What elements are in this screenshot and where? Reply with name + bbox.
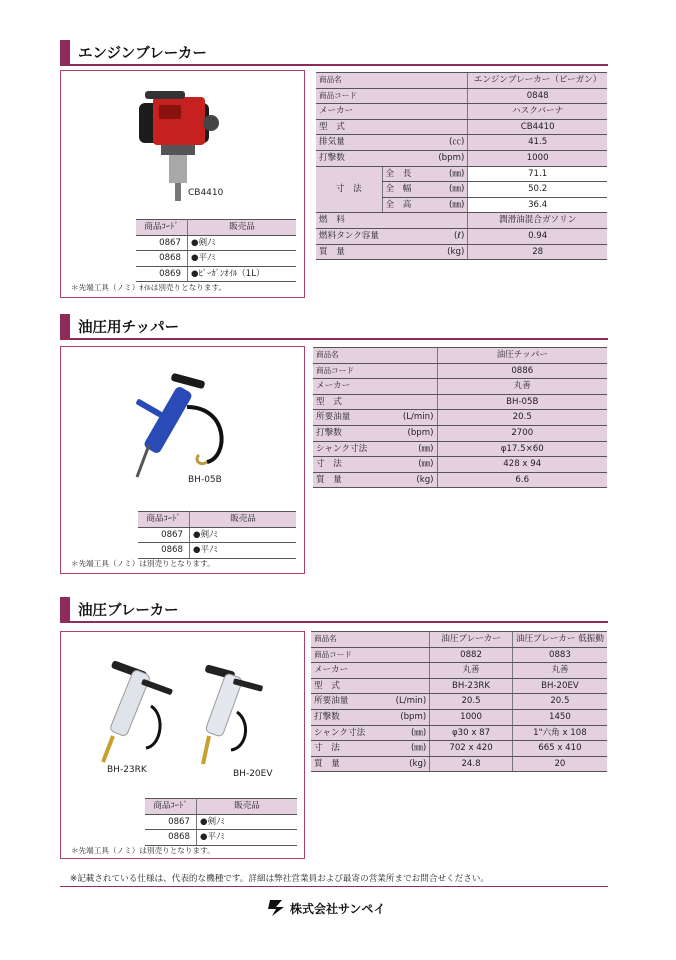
sales-table	[138, 511, 296, 559]
spec-sublabel: 全 幅	[382, 182, 446, 198]
section-marker	[60, 314, 70, 338]
spec-row-code	[316, 88, 607, 104]
spec-value: 20	[512, 756, 607, 772]
sales-table	[136, 219, 296, 282]
spec-sublabel: 全 長	[382, 166, 446, 182]
spec-row-mass	[311, 756, 607, 772]
spec-unit: (㏄)	[382, 135, 468, 151]
spec-label: 型 式	[313, 394, 437, 410]
product-item: ●剣ﾉﾐ	[188, 235, 297, 251]
product-code: 0868	[145, 830, 197, 846]
product-panel-hydraulic-chipper	[60, 346, 305, 574]
spec-row-fuel	[316, 213, 607, 229]
spec-row-model	[313, 394, 607, 410]
section-title: エンジンブレーカー	[78, 46, 207, 62]
table-row	[145, 830, 297, 846]
section-header-hydraulic-breaker	[60, 597, 608, 623]
spec-value: 20.5	[437, 410, 607, 426]
spec-row-shank	[311, 725, 607, 741]
spec-unit: (㎜)	[373, 441, 437, 457]
spec-value: 0.94	[468, 228, 607, 244]
sales-header-item: 販売品	[197, 799, 298, 815]
product-item: ●ﾋﾟｰｶﾞﾝｵｲﾙ（1L）	[188, 266, 297, 282]
spec-value: φ30 x 87	[430, 725, 513, 741]
product-code: 0867	[145, 814, 197, 830]
spec-label: 型 式	[316, 119, 468, 135]
spec-value: 丸善	[430, 663, 513, 679]
footer-note: ※記載されている仕様は、代表的な機種です。詳細は弊社営業員および最寄の営業所までお問合せください。	[70, 874, 490, 884]
spec-label: 寸 法	[311, 741, 371, 757]
model-label: BH-20EV	[233, 769, 273, 779]
spec-row-name	[316, 73, 607, 89]
spec-row-dimensions	[311, 741, 607, 757]
spec-value: 71.1	[468, 166, 607, 182]
spec-value: 1"六角 x 108	[512, 725, 607, 741]
spec-value: BH-05B	[437, 394, 607, 410]
spec-label: 排気量	[316, 135, 382, 151]
spec-row-code	[311, 647, 607, 663]
table-row	[145, 814, 297, 830]
table-row	[138, 543, 296, 559]
spec-value: φ17.5×60	[437, 441, 607, 457]
spec-table-hydraulic-chipper	[313, 347, 607, 488]
sales-header-row	[136, 220, 296, 236]
spec-unit: (bpm)	[373, 425, 437, 441]
model-label: BH-23RK	[107, 765, 147, 775]
spec-label: 商品コード	[311, 647, 430, 663]
spec-label: 質 量	[311, 756, 371, 772]
spec-label: 寸 法	[316, 166, 382, 213]
spec-value: 36.4	[468, 197, 607, 213]
accessory-note: ＊先端工具（ノミ）は別売りとなります。	[71, 846, 215, 855]
sales-header-item: 販売品	[190, 512, 297, 528]
spec-value: BH-23RK	[430, 678, 513, 694]
spec-row-model	[311, 678, 607, 694]
section-marker	[60, 40, 70, 64]
spec-sublabel: 全 高	[382, 197, 446, 213]
spec-unit: (㎜)	[371, 725, 430, 741]
spec-row-oil	[311, 694, 607, 710]
product-item: ●剣ﾉﾐ	[190, 527, 297, 543]
spec-label: 商品名	[316, 73, 468, 89]
section-header-hydraulic-chipper	[60, 314, 608, 340]
company-mark-icon	[266, 896, 288, 918]
spec-label: 質 量	[316, 244, 382, 260]
spec-row-blows	[311, 709, 607, 725]
spec-unit: (㎜)	[446, 197, 468, 213]
spec-row-model	[316, 119, 607, 135]
hydraulic-chipper-image	[129, 367, 249, 487]
spec-label: 所要油量	[313, 410, 373, 426]
spec-value: 50.2	[468, 182, 607, 198]
spec-row-dimensions	[313, 457, 607, 473]
spec-label: シャンク寸法	[313, 441, 373, 457]
breaker-bh23rk-image	[91, 656, 181, 766]
spec-unit: (bpm)	[371, 709, 430, 725]
spec-value: 0886	[437, 363, 607, 379]
product-panel-hydraulic-breaker	[60, 631, 305, 859]
spec-label: 型 式	[311, 678, 430, 694]
spec-label: 所要油量	[311, 694, 371, 710]
spec-value: 油圧ブレーカー 低振動	[512, 632, 607, 648]
spec-row-tank	[316, 228, 607, 244]
spec-value: ハスクバーナ	[468, 104, 607, 120]
spec-value: 6.6	[437, 472, 607, 488]
sales-header-code: 商品ｺｰﾄﾞ	[136, 220, 188, 236]
sales-header-item: 販売品	[188, 220, 297, 236]
spec-value: 41.5	[468, 135, 607, 151]
section-title: 油圧ブレーカー	[78, 603, 179, 619]
table-row	[136, 235, 296, 251]
sales-table	[145, 798, 297, 846]
spec-label: メーカー	[311, 663, 430, 679]
spec-value: 潤滑油混合ガソリン	[468, 213, 607, 229]
spec-value: 28	[468, 244, 607, 260]
spec-label: 燃料タンク容量	[316, 228, 382, 244]
spec-value: CB4410	[468, 119, 607, 135]
spec-label: 商品コード	[316, 88, 468, 104]
spec-row-maker	[313, 379, 607, 395]
spec-label: 打撃数	[311, 709, 371, 725]
spec-row-blows	[316, 150, 607, 166]
spec-value: 24.8	[430, 756, 513, 772]
spec-value: 丸善	[437, 379, 607, 395]
sales-header-code: 商品ｺｰﾄﾞ	[145, 799, 197, 815]
spec-value: 油圧ブレーカー	[430, 632, 513, 648]
spec-unit: (㎜)	[446, 166, 468, 182]
spec-value: 2700	[437, 425, 607, 441]
spec-row-length	[316, 166, 607, 182]
spec-label: 打撃数	[313, 425, 373, 441]
table-row	[136, 251, 296, 267]
section-title: 油圧用チッパー	[78, 320, 180, 336]
spec-row-maker	[311, 663, 607, 679]
spec-value: 665 x 410	[512, 741, 607, 757]
spec-row-mass	[316, 244, 607, 260]
engine-breaker-image	[131, 83, 251, 203]
spec-value: 丸善	[512, 663, 607, 679]
spec-unit: (㎜)	[371, 741, 430, 757]
spec-row-blows	[313, 425, 607, 441]
spec-value: BH-20EV	[512, 678, 607, 694]
spec-value: 油圧チッパー	[437, 348, 607, 364]
spec-value: 1000	[468, 150, 607, 166]
spec-value: 1000	[430, 709, 513, 725]
spec-value: 1450	[512, 709, 607, 725]
sales-header-code: 商品ｺｰﾄﾞ	[138, 512, 190, 528]
spec-value: 428 x 94	[437, 457, 607, 473]
spec-row-shank	[313, 441, 607, 457]
product-panel-engine-breaker	[60, 70, 305, 298]
product-item: ●平ﾉﾐ	[190, 543, 297, 559]
product-item: ●平ﾉﾐ	[188, 251, 297, 267]
spec-unit: (L/min)	[371, 694, 430, 710]
spec-label: 打撃数	[316, 150, 382, 166]
spec-label: メーカー	[316, 104, 468, 120]
spec-label: 商品コード	[313, 363, 437, 379]
spec-label: 質 量	[313, 472, 373, 488]
product-item: ●剣ﾉﾐ	[197, 814, 298, 830]
spec-row-oil	[313, 410, 607, 426]
product-code: 0867	[138, 527, 190, 543]
footer-divider	[60, 886, 608, 887]
spec-label: メーカー	[313, 379, 437, 395]
model-label: CB4410	[188, 188, 224, 198]
company-name: 株式会社サンペイ	[290, 902, 386, 916]
section-header-engine-breaker	[60, 40, 608, 66]
section-marker	[60, 597, 70, 621]
spec-table-engine-breaker	[316, 72, 607, 260]
sales-header-row	[138, 512, 296, 528]
product-code: 0867	[136, 235, 188, 251]
product-code: 0869	[136, 266, 188, 282]
spec-value: 20.5	[430, 694, 513, 710]
spec-unit: (㎜)	[446, 182, 468, 198]
spec-value: 0882	[430, 647, 513, 663]
spec-unit: (L/min)	[373, 410, 437, 426]
product-code: 0868	[136, 251, 188, 267]
spec-row-maker	[316, 104, 607, 120]
spec-value: 0848	[468, 88, 607, 104]
spec-label: 商品名	[313, 348, 437, 364]
spec-row-displacement	[316, 135, 607, 151]
spec-unit: (kg)	[373, 472, 437, 488]
breaker-bh20ev-image	[191, 662, 281, 772]
sales-header-row	[145, 799, 297, 815]
spec-unit: (kg)	[382, 244, 468, 260]
accessory-note: ＊先端工具（ノミ）は別売りとなります。	[71, 559, 215, 568]
model-label: BH-05B	[188, 475, 222, 485]
spec-label: 商品名	[311, 632, 430, 648]
spec-label: 寸 法	[313, 457, 373, 473]
spec-table-hydraulic-breaker	[311, 631, 607, 772]
table-row	[136, 266, 296, 282]
spec-unit: (bpm)	[382, 150, 468, 166]
spec-value: 0883	[512, 647, 607, 663]
spec-row-name	[311, 632, 607, 648]
spec-value: 702 x 420	[430, 741, 513, 757]
accessory-note: ＊先端工具（ノミ）ｵｲﾙは別売りとなります。	[71, 283, 227, 292]
table-row	[138, 527, 296, 543]
spec-unit: (kg)	[371, 756, 430, 772]
spec-value: エンジンブレーカー（ピーガン）	[468, 73, 607, 89]
spec-row-mass	[313, 472, 607, 488]
spec-unit: (㎜)	[373, 457, 437, 473]
product-code: 0868	[138, 543, 190, 559]
spec-row-code	[313, 363, 607, 379]
spec-label: 燃 料	[316, 213, 468, 229]
spec-label: シャンク寸法	[311, 725, 371, 741]
product-item: ●平ﾉﾐ	[197, 830, 298, 846]
spec-row-name	[313, 348, 607, 364]
spec-unit: (ℓ)	[382, 228, 468, 244]
spec-value: 20.5	[512, 694, 607, 710]
